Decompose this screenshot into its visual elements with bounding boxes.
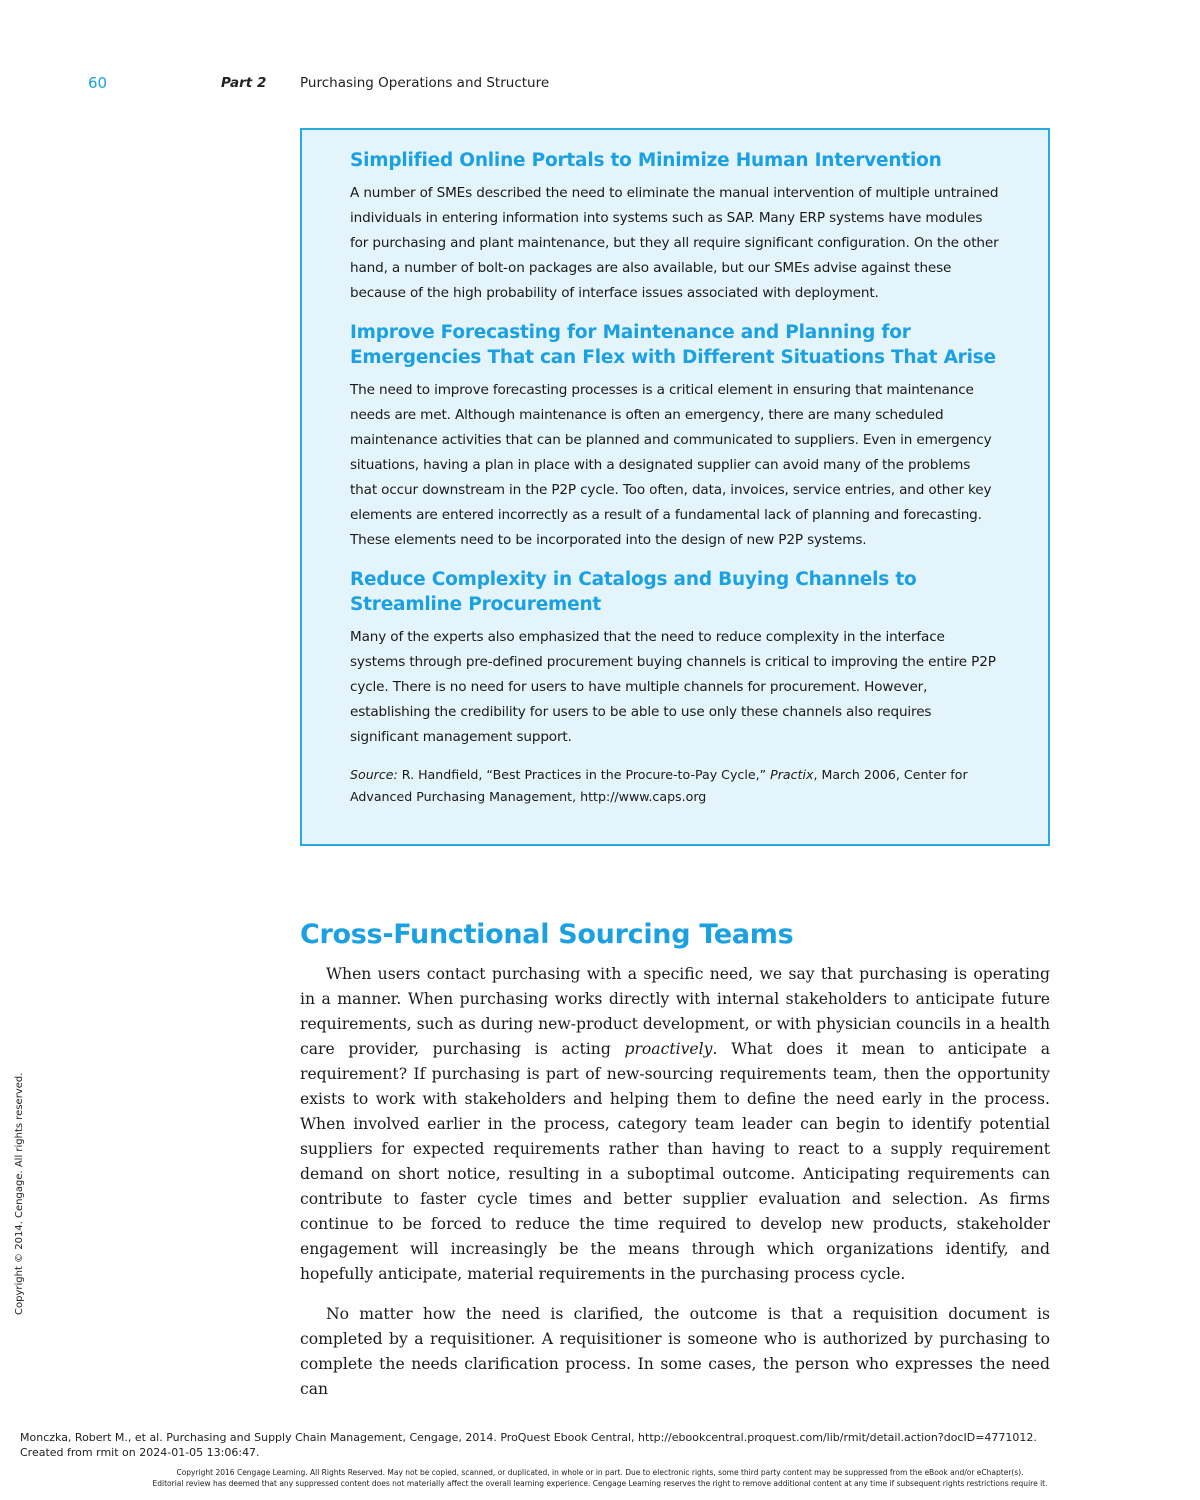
footer-legal — [0, 1467, 1200, 1489]
footer-citation — [20, 1430, 1180, 1460]
running-head — [0, 74, 1200, 96]
margin-copyright — [10, 1045, 30, 1315]
para1-emphasis: proactively — [624, 1040, 713, 1058]
source-text-before: R. Handfield, “Best Practices in the Procure-to-Pay Cycle,” — [397, 767, 771, 782]
sidebar-paragraph-forecasting: The need to improve forecasting processes is a critical element in ensuring that maintenance needs are met. Although maintenance is often an emergency, there are many scheduled maintenance activities that can be planned and communicated to suppliers. Even in emergency situations, having a plan in place with a designated supplier can avoid many of the problems that occur downstream in the P2P cycle. Too often, data, invoices, service entries, and other key elements are entered incorrectly as a result of a fundamental lack of planning and forecasting. These elements need to be incorporated into the design of new P2P systems. — [350, 382, 992, 548]
part-label: Part 2 — [221, 75, 267, 91]
legal-line-2: Editorial review has deemed that any suppressed content does not materially affect the overall learning experience. Cengage Learning reserves the right to remove additional content at any time if subsequent rights restrictions require it. — [152, 1479, 1048, 1488]
source-label: Source: — [350, 767, 398, 782]
para1-after: . What does it mean to anticipate a requirement? If purchasing is part of new-sourcing requirements team, then the opportunity exists to work with stakeholders and helping them to define the need early in the process. When involved earlier in the process, category team leader can begin to identify potential suppliers for expected requirements rather than having to react to a supply requirement demand on short notice, resulting in a suboptimal outcome. Anticipating requirements can contribute to faster cycle times and better supplier evaluation and selection. As firms continue to be forced to reduce the time required to develop new products, stakeholder engagement will increasingly be the means through which organizations identify, and hopefully anticipate, material requirements in the purchasing process cycle. — [300, 1040, 1050, 1283]
body-text — [300, 962, 1050, 1417]
section-heading: Cross-Functional Sourcing Teams — [300, 919, 794, 950]
page-number: 60 — [88, 74, 108, 92]
citation-line-2: Created from rmit on 2024-01-05 13:06:47. — [20, 1446, 260, 1459]
legal-line-1: Copyright 2016 Cengage Learning. All Rights Reserved. May not be copied, scanned, or duplicated, in whole or in part. Due to electronic rights, some third party content may be suppressed from the eBook and/or eChapter(s). — [176, 1468, 1024, 1477]
sidebar-heading-forecasting: Improve Forecasting for Maintenance and Planning for Emergencies That can Flex with Different Situations That Arise — [350, 322, 996, 368]
citation-line-1: Monczka, Robert M., et al. Purchasing and Supply Chain Management, Cengage, 2014. ProQuest Ebook Central, http://ebookcentral.proquest.com/lib/rmit/detail.action?docID=4771012. — [20, 1431, 1037, 1444]
source-citation — [350, 764, 1000, 808]
source-text-after: , March 2006, Center for Advanced Purchasing Management, http://www.caps.org — [350, 767, 968, 804]
sidebar-box — [300, 128, 1050, 846]
sidebar-heading-portals: Simplified Online Portals to Minimize Human Intervention — [350, 150, 942, 171]
body-paragraph-1 — [300, 962, 1050, 1287]
sidebar-paragraph-complexity: Many of the experts also emphasized that the need to reduce complexity in the interface systems through pre-defined procurement buying channels is critical to improving the entire P2P cycle. There is no need for users to have multiple channels for procurement. However, establishing the credibility for users to be able to use only these channels also requires significant management support. — [350, 629, 996, 745]
sidebar-paragraph-portals: A number of SMEs described the need to eliminate the manual intervention of multiple untrained individuals in entering information into systems such as SAP. Many ERP systems have modules for purchasing and plant maintenance, but they all require significant configuration. On the other hand, a number of bolt-on packages are also available, but our SMEs advise against these because of the high probability of interface issues associated with deployment. — [350, 185, 999, 301]
source-publication: Practix — [770, 767, 814, 782]
body-paragraph-2: No matter how the need is clarified, the outcome is that a requisition document is completed by a requisitioner. A requisitioner is someone who is authorized by purchasing to complete the needs clarification process. In some cases, the person who expresses the need can — [300, 1305, 1050, 1398]
para1-before: When users contact purchasing with a specific need, we say that purchasing is operating in a manner. When purchasing works directly with internal stakeholders to anticipate future requirements, such as during new-product development, or with physician councils in a health care provider, purchasing is acting — [300, 965, 1050, 1058]
margin-copyright-text: Copyright © 2014. Cengage. All rights reserved. — [14, 1072, 25, 1315]
part-title: Purchasing Operations and Structure — [300, 75, 550, 91]
sidebar-heading-complexity: Reduce Complexity in Catalogs and Buying Channels to Streamline Procurement — [350, 569, 917, 615]
